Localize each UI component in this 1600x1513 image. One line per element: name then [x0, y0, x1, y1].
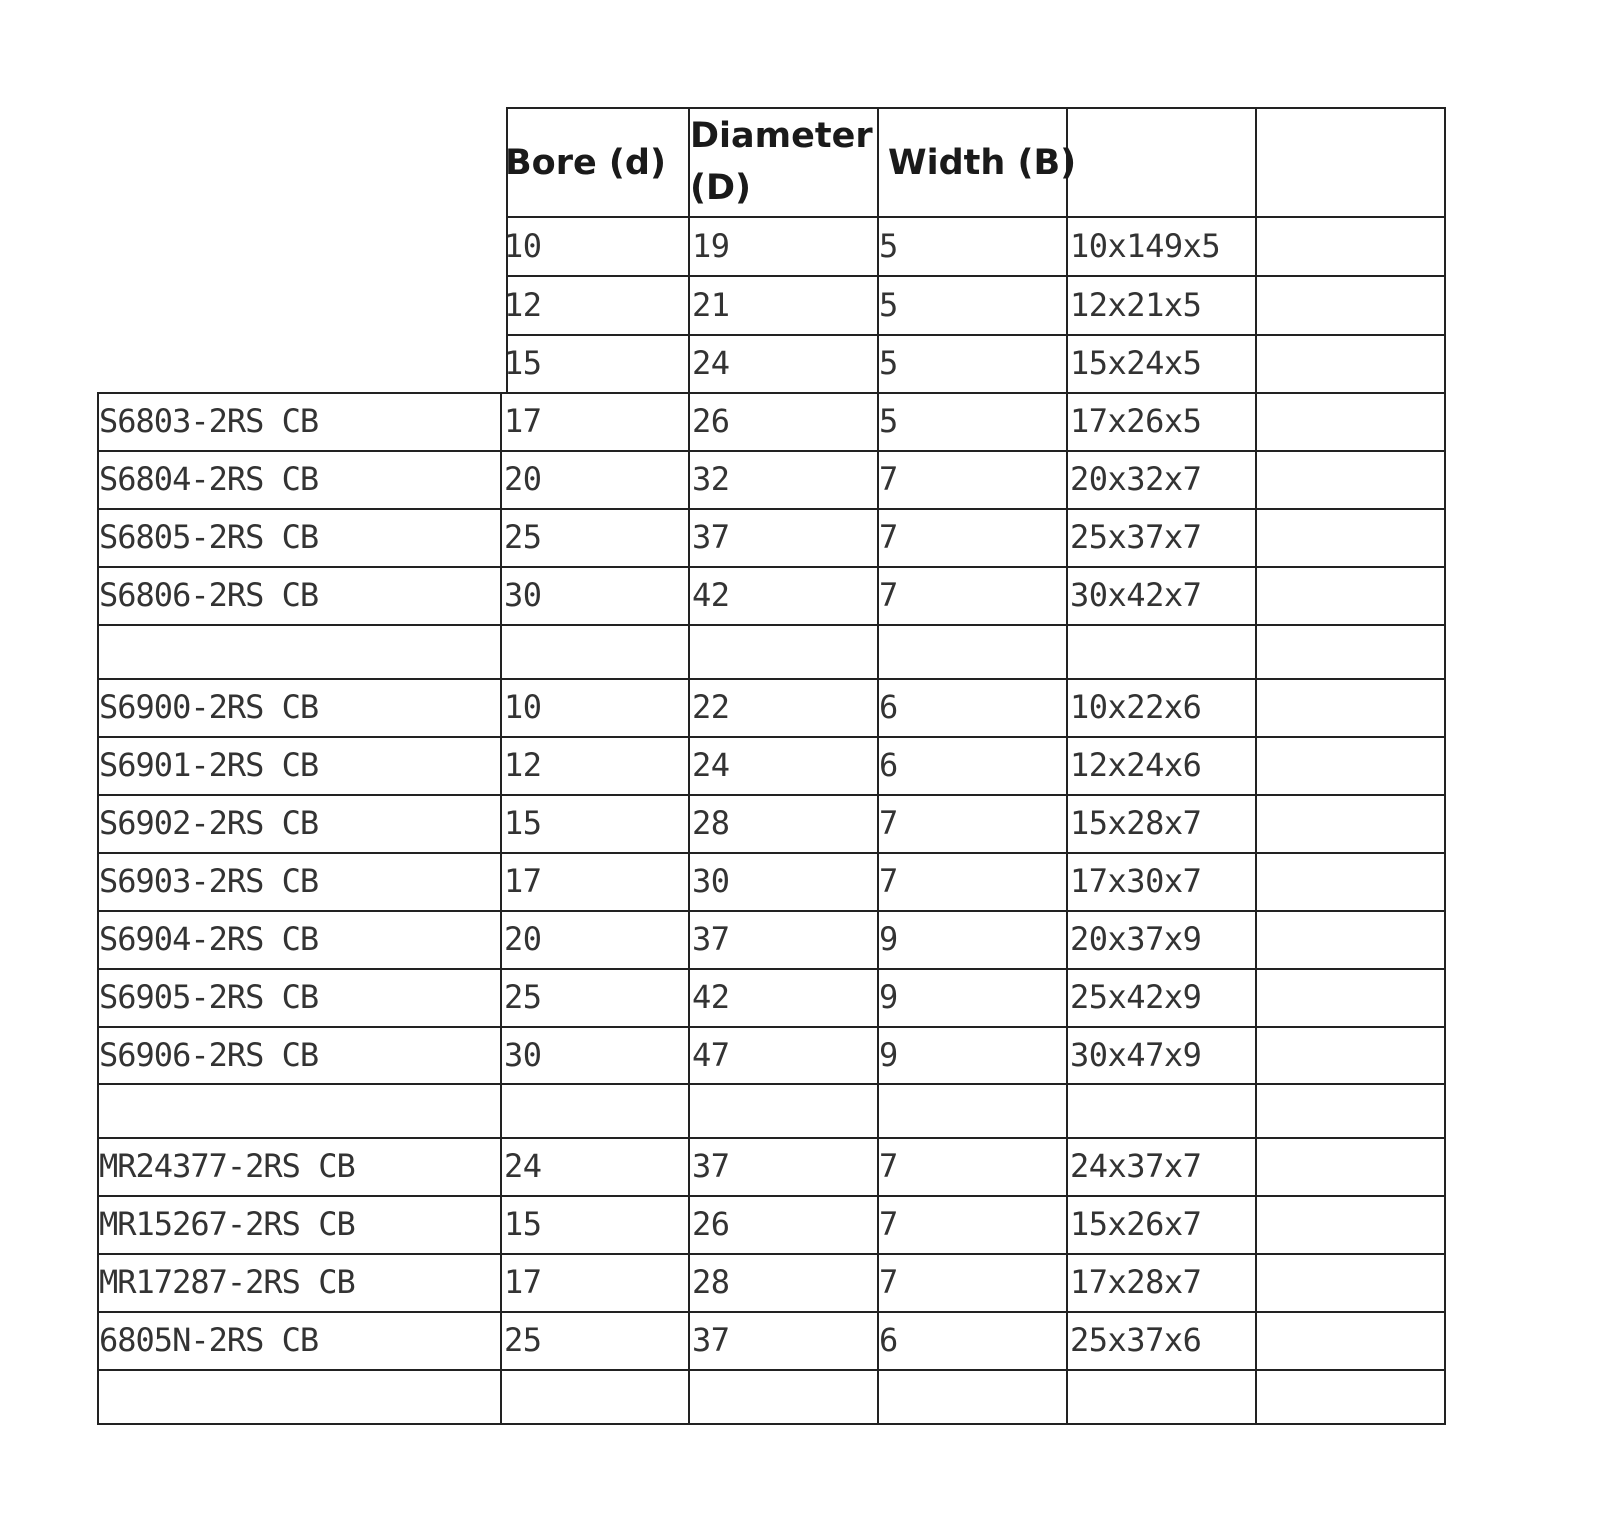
cell-bore: 17	[504, 402, 542, 440]
cell-diameter: 32	[692, 460, 730, 498]
cell-bore: 10	[504, 226, 542, 265]
cell-size: 17x28x7	[1070, 1263, 1202, 1301]
grid-line-horizontal	[97, 852, 1446, 854]
cell-size: 25x37x7	[1070, 518, 1202, 556]
cell-bore: 30	[504, 576, 542, 614]
cell-bore: 12	[504, 746, 542, 784]
cell-diameter: 21	[692, 285, 730, 324]
cell-diameter: 37	[692, 920, 730, 958]
cell-model: S6806-2RS CB	[99, 576, 319, 614]
grid-line-horizontal	[97, 968, 1446, 970]
cell-model: MR24377-2RS CB	[99, 1147, 355, 1185]
cell-diameter: 37	[692, 1147, 730, 1185]
cell-diameter: 28	[692, 1263, 730, 1301]
grid-line-horizontal	[97, 1083, 1446, 1085]
cell-bore: 10	[504, 688, 542, 726]
cell-width: 7	[879, 576, 898, 614]
cell-diameter: 26	[692, 402, 730, 440]
cell-width: 9	[879, 920, 898, 958]
grid-line-horizontal	[97, 566, 1446, 568]
cell-width: 7	[879, 1205, 898, 1243]
cell-size: 24x37x7	[1070, 1147, 1202, 1185]
cell-model: S6803-2RS CB	[99, 402, 319, 440]
cell-diameter: 19	[692, 226, 730, 265]
cell-size: 15x28x7	[1070, 804, 1202, 842]
cell-width: 6	[879, 1321, 898, 1359]
cell-diameter: 28	[692, 804, 730, 842]
cell-diameter: 24	[692, 344, 730, 382]
cell-width: 7	[879, 1263, 898, 1301]
cell-width: 6	[879, 688, 898, 726]
grid-line-vertical	[500, 392, 502, 1425]
cell-model: S6904-2RS CB	[99, 920, 319, 958]
cell-width: 7	[879, 460, 898, 498]
cell-diameter: 30	[692, 862, 730, 900]
cell-model: S6905-2RS CB	[99, 978, 319, 1016]
grid-line-horizontal	[97, 508, 1446, 510]
cell-diameter: 42	[692, 978, 730, 1016]
header-width: Width (B)	[888, 143, 1077, 183]
cell-size: 20x32x7	[1070, 460, 1202, 498]
cell-model: S6906-2RS CB	[99, 1035, 319, 1074]
cell-size: 17x30x7	[1070, 862, 1202, 900]
cell-diameter: 42	[692, 576, 730, 614]
grid-line-horizontal	[97, 1311, 1446, 1313]
cell-width: 5	[879, 344, 898, 382]
cell-size: 30x42x7	[1070, 576, 1202, 614]
cell-model: 6805N-2RS CB	[99, 1321, 319, 1359]
cell-bore: 15	[504, 344, 542, 382]
cell-size: 20x37x9	[1070, 920, 1202, 958]
cell-size: 25x37x6	[1070, 1321, 1202, 1359]
cell-bore: 15	[504, 804, 542, 842]
grid-line-horizontal	[97, 1369, 1446, 1371]
grid-line-horizontal	[97, 1137, 1446, 1139]
cell-diameter: 22	[692, 688, 730, 726]
cell-width: 9	[879, 978, 898, 1016]
cell-diameter: 37	[692, 1321, 730, 1359]
grid-line-horizontal	[506, 107, 1446, 109]
cell-bore: 25	[504, 518, 542, 556]
cell-size: 15x24x5	[1070, 344, 1202, 382]
cell-width: 6	[879, 746, 898, 784]
grid-line-horizontal	[97, 1423, 1446, 1425]
cell-bore: 30	[504, 1035, 542, 1074]
cell-diameter: 24	[692, 746, 730, 784]
grid-line-horizontal	[97, 450, 1446, 452]
grid-line-vertical	[688, 107, 690, 1425]
cell-width: 9	[879, 1035, 898, 1074]
cell-bore: 20	[504, 920, 542, 958]
cell-width: 7	[879, 862, 898, 900]
cell-width: 5	[879, 402, 898, 440]
cell-model: S6804-2RS CB	[99, 460, 319, 498]
cell-size: 12x21x5	[1070, 285, 1202, 324]
cell-width: 7	[879, 518, 898, 556]
cell-diameter: 26	[692, 1205, 730, 1243]
grid-line-horizontal	[97, 1026, 1446, 1028]
cell-bore: 25	[504, 978, 542, 1016]
grid-line-horizontal	[97, 392, 1446, 394]
cell-size: 15x26x7	[1070, 1205, 1202, 1243]
grid-line-horizontal	[97, 910, 1446, 912]
grid-line-horizontal	[97, 678, 1446, 680]
cell-diameter: 37	[692, 518, 730, 556]
cell-size: 30x47x9	[1070, 1035, 1202, 1074]
header-diameter: Diameter (D)	[690, 116, 873, 208]
cell-bore: 17	[504, 862, 542, 900]
cell-model: S6902-2RS CB	[99, 804, 319, 842]
header-bore: Bore (d)	[505, 143, 666, 183]
cell-size: 12x24x6	[1070, 746, 1202, 784]
cell-model: S6805-2RS CB	[99, 518, 319, 556]
cell-model: MR15267-2RS CB	[99, 1205, 355, 1243]
cell-bore: 12	[504, 285, 542, 324]
cell-bore: 25	[504, 1321, 542, 1359]
grid-line-vertical	[1255, 107, 1257, 1425]
grid-line-horizontal	[97, 1253, 1446, 1255]
cell-model: S6901-2RS CB	[99, 746, 319, 784]
grid-line-horizontal	[506, 334, 1446, 336]
cell-diameter: 47	[692, 1035, 730, 1074]
cell-bore: 20	[504, 460, 542, 498]
grid-line-horizontal	[506, 275, 1446, 277]
cell-size: 17x26x5	[1070, 402, 1202, 440]
grid-line-vertical	[1444, 107, 1446, 1425]
cell-width: 5	[879, 226, 898, 265]
grid-line-horizontal	[97, 736, 1446, 738]
cell-model: S6900-2RS CB	[99, 688, 319, 726]
grid-line-horizontal	[97, 794, 1446, 796]
grid-line-horizontal	[97, 1195, 1446, 1197]
grid-line-horizontal	[506, 216, 1446, 218]
cell-size: 10x22x6	[1070, 688, 1202, 726]
cell-bore: 24	[504, 1147, 542, 1185]
cell-width: 7	[879, 1147, 898, 1185]
cell-bore: 17	[504, 1263, 542, 1301]
cell-model: MR17287-2RS CB	[99, 1263, 355, 1301]
grid-line-vertical	[1066, 107, 1068, 1425]
cell-size: 10x149x5	[1070, 226, 1221, 265]
cell-width: 7	[879, 804, 898, 842]
cell-width: 5	[879, 285, 898, 324]
cell-bore: 15	[504, 1205, 542, 1243]
cell-size: 25x42x9	[1070, 978, 1202, 1016]
cell-model: S6903-2RS CB	[99, 862, 319, 900]
grid-line-horizontal	[97, 624, 1446, 626]
